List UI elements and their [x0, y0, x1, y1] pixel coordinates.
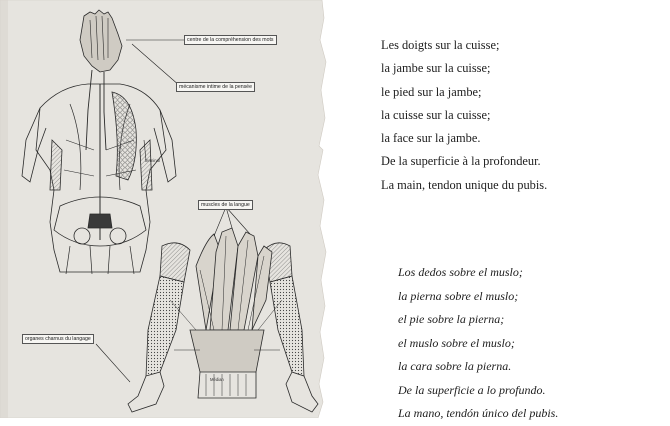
poem-line: el muslo sobre el muslo; — [398, 335, 515, 350]
poem-line: le pied sur la jambe; — [381, 84, 482, 99]
poem-line: la cara sobre la pierna. — [398, 359, 512, 373]
poem-line: la jambe sur la cuisse; — [381, 61, 491, 76]
poem-line: La mano, tendón único del pubis. — [398, 406, 559, 420]
label-mecanisme-pensee: mécanisme intime de la pensée — [176, 82, 255, 92]
poem-line: De la superficie à la profondeur. — [381, 154, 541, 169]
poem-french — [381, 34, 547, 197]
label-organes-langage: organes charnus du langage — [22, 334, 94, 344]
label-centre-mots: centre de la compréhension des mots — [184, 35, 277, 45]
poem-line: la cuisse sur la cuisse; — [381, 107, 491, 122]
poem-line: Les doigts sur la cuisse; — [381, 38, 500, 52]
poem-line: La main, tendon unique du pubis. — [381, 177, 548, 192]
anatomical-collage-plate — [0, 0, 330, 418]
poem-line: Los dedos sobre el muslo; — [398, 265, 523, 279]
poem-line: el pie sobre la pierna; — [398, 312, 505, 326]
anatomical-illustration — [0, 0, 330, 418]
label-terminal: terminal — [145, 158, 160, 163]
label-muscles-langue: muscles de la langue — [198, 200, 253, 210]
poem-line: la pierna sobre el muslo; — [398, 288, 519, 303]
poem-spanish — [398, 261, 558, 426]
label-median: Médian — [210, 377, 224, 382]
poem-line: De la superficie a lo profundo. — [398, 382, 546, 397]
poem-line: la face sur la jambe. — [381, 131, 481, 146]
